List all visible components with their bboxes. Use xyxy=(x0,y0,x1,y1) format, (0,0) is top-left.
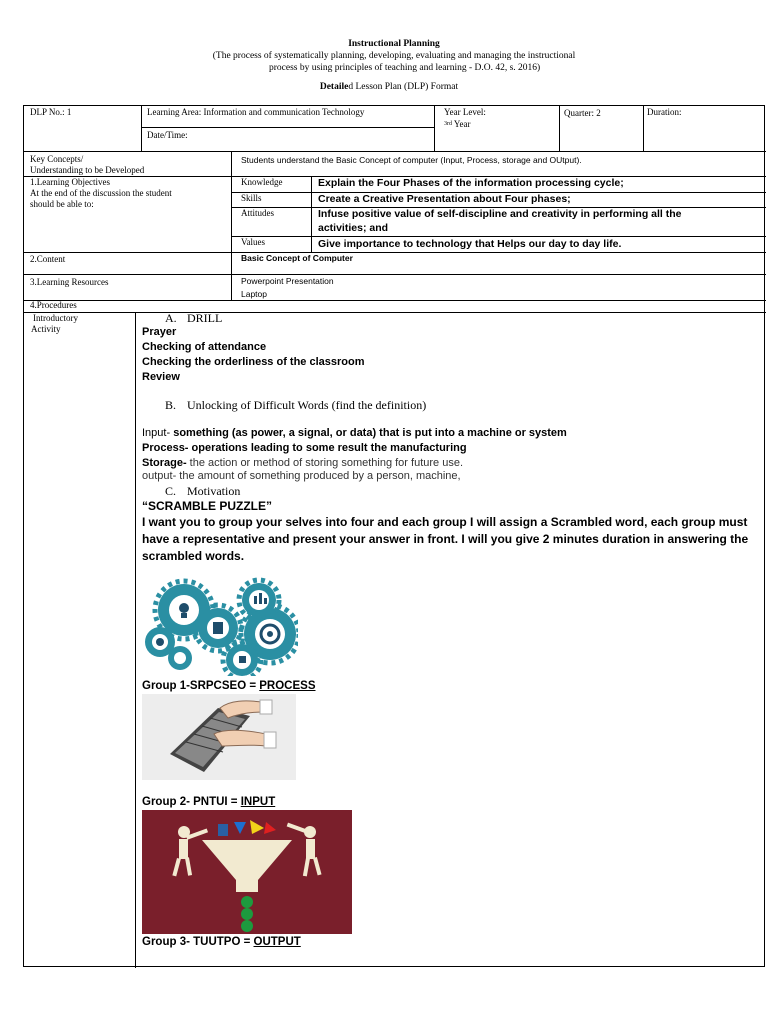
drill-item: Checking of attendance xyxy=(142,341,267,353)
motivation-heading: Motivation xyxy=(187,484,241,498)
header-description-line1: (The process of systematically planning, developing, evaluating and managing the instructional xyxy=(212,51,576,61)
definition-storage: Storage- the action or method of storing something for future use. xyxy=(142,457,463,469)
knowledge-label: Knowledge xyxy=(241,177,283,187)
unlocking-letter: B. xyxy=(165,398,177,412)
quarter: Quarter: 2 xyxy=(564,108,601,118)
key-concepts-text: Students understand the Basic Concept of computer (Input, Process, storage and OUtput). xyxy=(241,155,582,165)
year-level-label: Year Level: xyxy=(444,107,486,117)
key-concepts-label-2: Understanding to be Developed xyxy=(30,165,145,175)
date-time: Date/Time: xyxy=(147,130,188,140)
resources-label: 3.Learning Resources xyxy=(30,277,109,287)
procedures-label: 4.Procedures xyxy=(30,300,77,310)
values-label: Values xyxy=(241,237,265,247)
group-1-line: Group 1-SRPCSEO = PROCESS xyxy=(142,680,316,692)
knowledge-text: Explain the Four Phases of the information processing cycle; xyxy=(318,177,624,189)
attitudes-label: Attitudes xyxy=(241,208,274,218)
motivation-letter: C. xyxy=(165,484,177,498)
objectives-label: 1.Learning Objectives xyxy=(30,177,110,187)
drill-item: Checking the orderliness of the classroom xyxy=(142,356,365,368)
document-title: Instructional Planning xyxy=(348,39,440,49)
definition-process: Process- operations leading to some result the manufacturing xyxy=(142,442,467,454)
document-header xyxy=(0,38,768,73)
gears-illustration xyxy=(142,576,298,676)
skills-text: Create a Creative Presentation about Four phases; xyxy=(318,193,571,205)
objectives-label-3: should be able to: xyxy=(30,199,94,209)
scramble-puzzle-title: “SCRAMBLE PUZZLE” xyxy=(142,499,272,513)
drill-item: Review xyxy=(142,371,180,383)
duration: Duration: xyxy=(647,107,682,117)
drill-item: Prayer xyxy=(142,326,177,338)
introductory-activity-label: Introductory xyxy=(33,313,78,323)
content-text: Basic Concept of Computer xyxy=(241,253,353,263)
dlp-format-title: Detailed Lesson Plan (DLP) Format xyxy=(319,82,459,92)
values-text: Give importance to technology that Helps our day to day life. xyxy=(318,238,622,250)
key-concepts-label: Key Concepts/ xyxy=(30,154,84,164)
skills-label: Skills xyxy=(241,193,262,203)
definition-output: output- the amount of something produced by a person, machine, xyxy=(142,470,461,482)
attitudes-text: Infuse positive value of self-discipline and creativity in performing all the activities; and xyxy=(318,208,682,234)
definition-input: Input- something (as power, a signal, or data) that is put into a machine or system xyxy=(142,427,567,439)
objectives-label-2: At the end of the discussion the student xyxy=(30,188,172,198)
drill-heading: DRILL xyxy=(187,311,223,325)
funnel-output-illustration xyxy=(142,810,352,934)
keyboard-typing-illustration xyxy=(142,694,296,780)
resources-item: Powerpoint Presentation xyxy=(241,276,334,286)
learning-area: Learning Area: Information and communication Technology xyxy=(147,107,365,117)
header-description-line2: process by using principles of teaching and learning - D.O. 42, s. 2016) xyxy=(269,63,541,73)
motivation-instructions: I want you to group your selves into four and each group I will assign a Scrambled word, each group must have a representative and present your answer in front. I will you give 2 minutes duration in answering the scrambled words. xyxy=(142,515,749,563)
year-level-value: $^{3rd}$ Year xyxy=(444,119,471,129)
drill-letter: A. xyxy=(165,311,177,325)
introductory-activity-label-2: Activity xyxy=(31,324,61,334)
resources-item: Laptop xyxy=(241,289,267,299)
group-2-line: Group 2- PNTUI = INPUT xyxy=(142,796,276,808)
group-3-line: Group 3- TUUTPO = OUTPUT xyxy=(142,936,301,948)
dlp-number: DLP No.: 1 xyxy=(30,107,72,117)
content-label: 2.Content xyxy=(30,254,66,264)
unlocking-heading: Unlocking of Difficult Words (find the definition) xyxy=(187,398,427,412)
